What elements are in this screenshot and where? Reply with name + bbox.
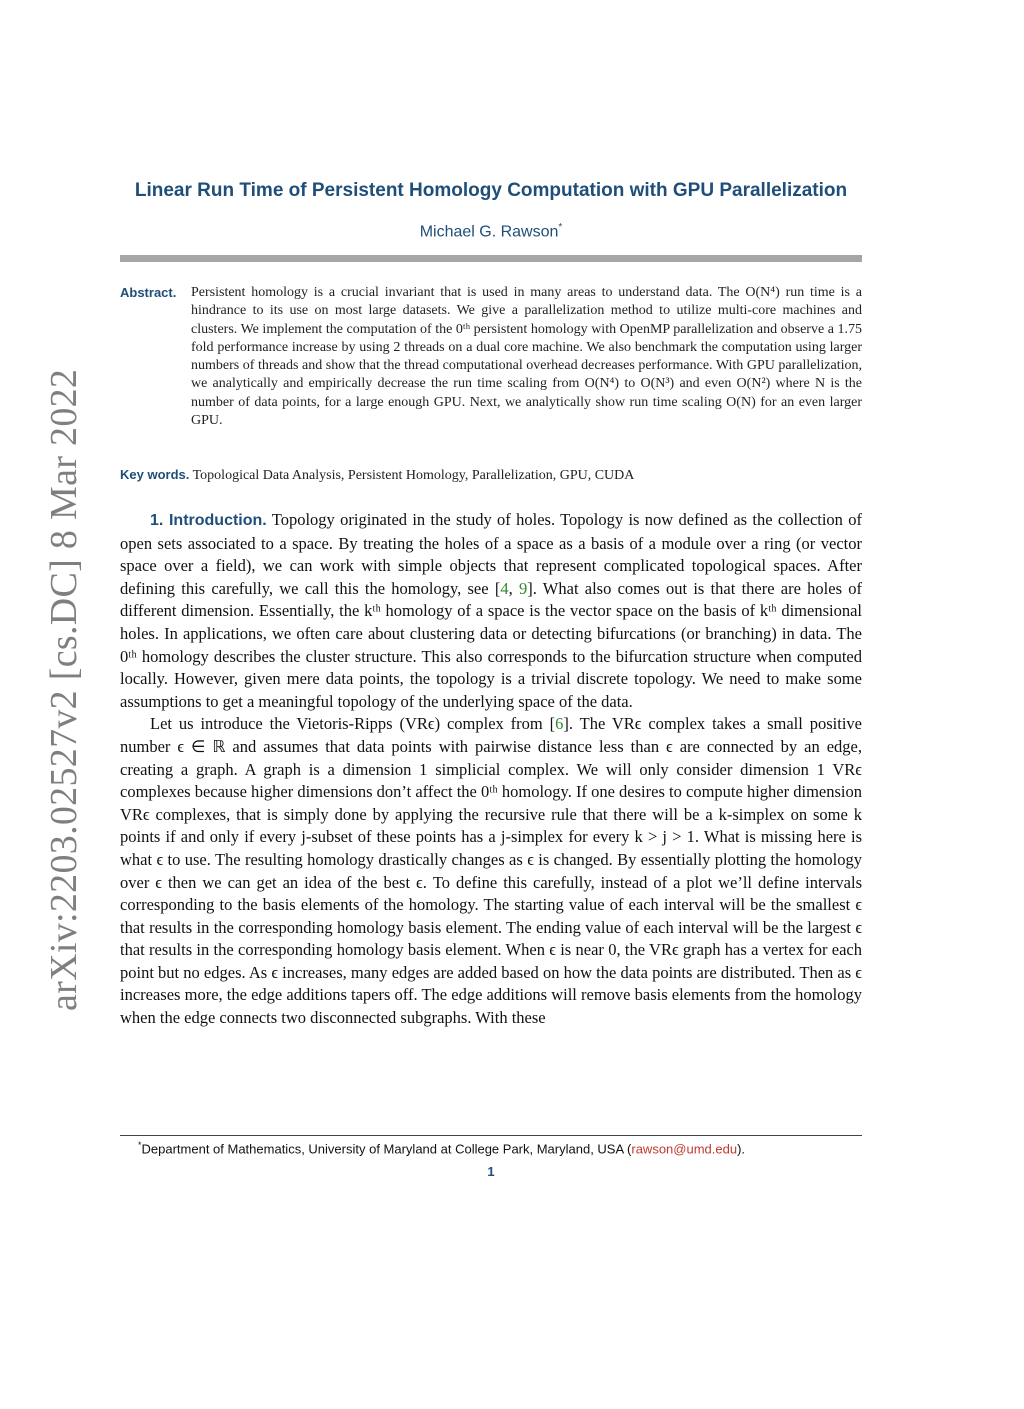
citation-link[interactable]: 6 <box>555 714 564 734</box>
citation-link[interactable]: 9 <box>518 578 528 598</box>
footnote <box>138 1140 862 1156</box>
abstract-label: Abstract. <box>120 285 177 300</box>
intro-p2-text-b: . The VRϵ complex takes a small positive number ϵ ∈ ℝ and assumes that data points with pairwise distance less than ϵ are connected by an edge, creating a graph. A graph is a dimension 1 simplicial complex. We will only consider dimension 1 VRϵ complexes because higher dimensions don’t affect the 0ᵗʰ homology. If one desires to compute higher dimension VRϵ complexes, that is simply done by applying the recursive rule that there will be a k-simplex on some k points if and only if every j-subset of these points has a j-simplex for every k > j > 1. What is missing here is what ϵ to use. The resulting homology drastically changes as ϵ is changed. By essentially plotting the homology over ϵ then we can get an idea of the best ϵ. To define this carefully, instead of a plot we’ll define intervals corresponding to the basis elements of the homology. The starting value of each interval will be the smallest ϵ that results in the corresponding homology basis element. The ending value of each interval will be the largest ϵ that results in the corresponding homology basis element. When ϵ is near 0, the VRϵ graph has a vertex for each point but no edges. As ϵ increases, many edges are added based on how the data points are distributed. Then as ϵ increases more, the edge additions tapers off. The edge additions will remove basis elements from the homology when the edge connects two disconnected subgraphs. With these <box>120 714 862 1028</box>
author-email-link[interactable]: rawson@umd.edu <box>631 1141 738 1157</box>
arxiv-identifier: arXiv:2203.02527v2 [cs.DC] 8 Mar 2022 <box>43 368 85 1011</box>
introduction-section <box>120 509 862 1030</box>
footnote-rule <box>120 1135 862 1136</box>
author-footnote-mark: * <box>558 222 563 233</box>
paper-title: Linear Run Time of Persistent Homology Computation with GPU Parallelization <box>134 180 848 201</box>
keywords-text: Topological Data Analysis, Persistent Homology, Parallelization, GPU, CUDA <box>192 468 635 483</box>
footnote-text: Department of Mathematics, University of Maryland at College Park, Maryland, USA ( <box>141 1141 632 1157</box>
footnote-end: ). <box>737 1141 746 1157</box>
keywords-section <box>120 467 862 484</box>
author-line <box>120 222 862 241</box>
section-heading: 1. Introduction. <box>150 512 267 529</box>
intro-p1-text-b: . What also comes out is that there are holes of different dimension. Essentially, the kᵗʰ homology of a space is the vector space on the basis of kᵗʰ dimensional holes. In applications, we often care about clustering data or detecting bifurcations (or branching) in data. The 0ᵗʰ homology describes the cluster structure. This also corresponds to the bifurcation structure when computed locally. However, given mere data points, the topology is a trivial discrete topology. We need to make some assumptions to get a meaningful topology of the underlying space of the data. <box>120 578 863 711</box>
intro-paragraph-2: Let us introduce the Vietoris-Ripps (VRϵ) complex from [6]. The VRϵ complex takes a small positive number ϵ ∈ ℝ and assumes that data points with pairwise distance less than ϵ are connected by an edge, creating a graph. A graph is a dimension 1 simplicial complex. We will only consider dimension 1 VRϵ complexes because higher dimensions don’t affect the 0ᵗʰ homology. If one desires to compute higher dimension VRϵ complexes, that is simply done by applying the recursive rule that there will be a k-simplex on some k points if and only if every j-subset of these points has a j-simplex for every k > j > 1. What is missing here is what ϵ to use. The resulting homology drastically changes as ϵ is changed. By essentially plotting the homology over ϵ then we can get an idea of the best ϵ. To define this carefully, instead of a plot we’ll define intervals corresponding to the basis elements of the homology. The starting value of each interval will be the smallest ϵ that results in the corresponding homology basis element. The ending value of each interval will be the largest ϵ that results in the corresponding homology basis element. When ϵ is near 0, the VRϵ graph has a vertex for each point but no edges. As ϵ increases, many edges are added based on how the data points are distributed. Then as ϵ increases more, the edge additions tapers off. The edge additions will remove basis elements from the homology when the edge connects two disconnected subgraphs. With these <box>120 714 862 1028</box>
abstract-text: Persistent homology is a crucial invariant that is used in many areas to understand data. The O(N⁴) run time is a hindrance to its use on most large datasets. We give a parallelization method to utilize multi-core machines and clusters. We implement the computation of the 0ᵗʰ persistent homology with OpenMP parallelization and observe a 1.75 fold performance increase by using 2 threads on a dual core machine. We also benchmark the computation using larger numbers of threads and show that the thread computational overhead decreases performance. With GPU parallelization, we analytically and empirically decrease the run time scaling from O(N⁴) to O(N³) and even O(N²) where N is the number of data points, for a large enough GPU. Next, we analytically show run time scaling O(N) for an even larger GPU. <box>191 285 862 429</box>
intro-p1-text-a: Topology originated in the study of holes. Topology is now defined as the collection of open sets associated to a space. By treating the holes of a space as a basis of a module over a ring (or vector space over a field), we can work with simple objects that represent complicated topological spaces. After defining this carefully, we call this the homology, see <box>120 510 862 598</box>
citation-link[interactable]: 4 <box>500 578 509 598</box>
abstract-section <box>120 284 862 430</box>
intro-p2-text-a: Let us introduce the Vietoris-Ripps (VRϵ) complex from <box>150 714 543 734</box>
keywords-label: Key words. <box>120 467 190 482</box>
intro-paragraph-1: 1. Introduction. Topology originated in the study of holes. Topology is now defined as the collection of open sets associated to a space. By treating the holes of a space as a basis of a module over a ring (or vector space over a field), we can work with simple objects that represent complicated topological spaces. After defining this carefully, we call this the homology, see [4, 9]. What also comes out is that there are holes of different dimension. Essentially, the kᵗʰ homology of a space is the vector space on the basis of kᵗʰ dimensional holes. In applications, we often care about clustering data or detecting bifurcations (or branching) in data. The 0ᵗʰ homology describes the cluster structure. This also corresponds to the bifurcation structure when computed locally. However, given mere data points, the topology is a trivial discrete topology. We need to make some assumptions to get a meaningful topology of the underlying space of the data. <box>120 510 863 711</box>
author-name: Michael G. Rawson <box>419 223 559 241</box>
footnote-mark: * <box>138 1140 142 1150</box>
page-number: 1 <box>487 1164 495 1179</box>
title-rule <box>120 255 862 262</box>
